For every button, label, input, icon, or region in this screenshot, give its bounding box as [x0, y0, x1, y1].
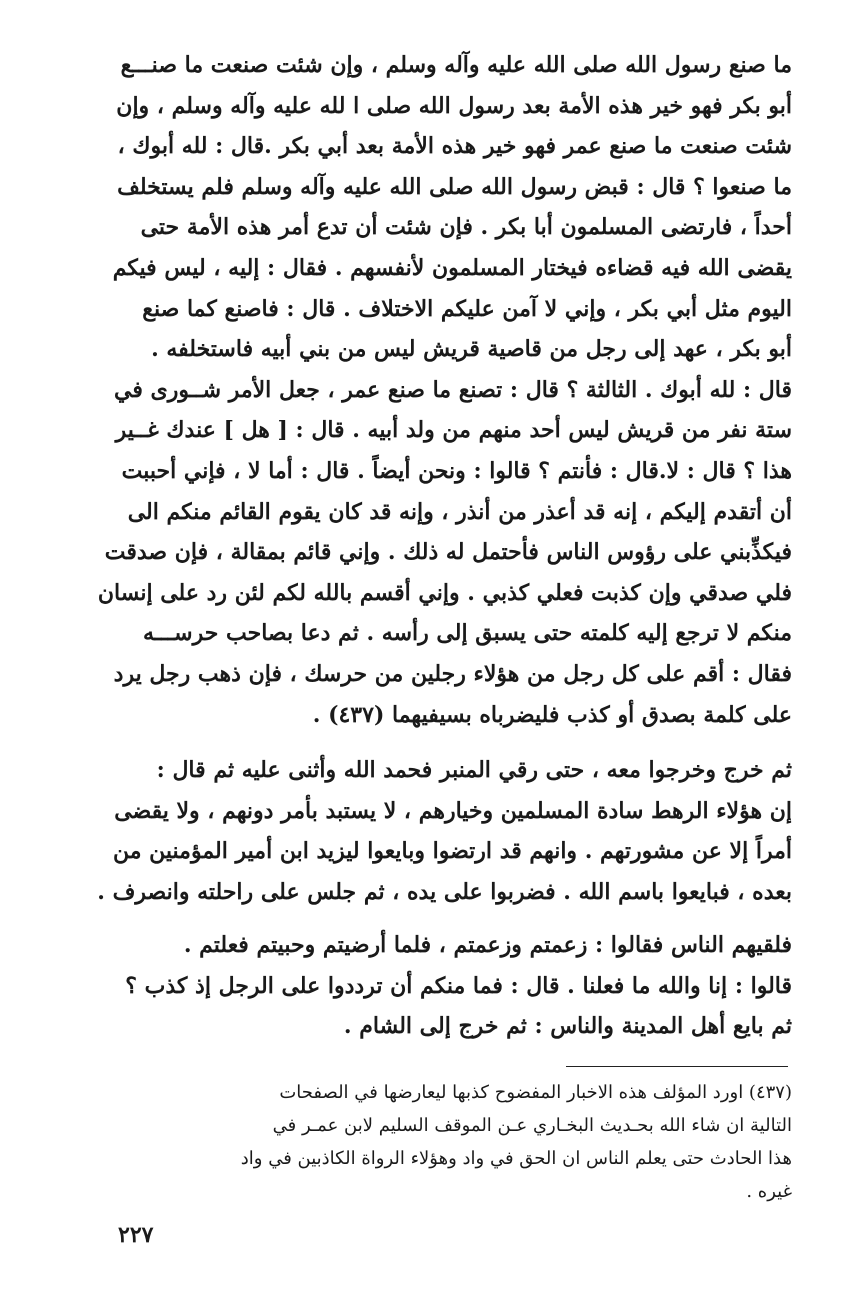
footnote-line: (٤٣٧) اورد المؤلف هذه الاخبار المفضوح كذبها ليعارضها في الصفحات — [279, 1082, 792, 1103]
footnote-divider — [566, 1066, 788, 1067]
footnote — [64, 1076, 792, 1208]
text-line: أحداً ، فارتضى المسلمون أبا بكر . فإن شئت أن تدع أمر هذه الأمة حتى — [140, 214, 792, 241]
text-line: فقال : أقم على كل رجل من هؤلاء رجلين من حرسك ، فإن ذهب رجل يرد — [113, 660, 792, 687]
paragraph-1 — [64, 45, 792, 735]
text-line: ستة نفر من قريش ليس أحد منهم من ولد أبيه . قال : [ هل ] عندك غــير — [115, 417, 792, 444]
text-line: ما صنع رسول الله صلى الله عليه وآله وسلم ، وإن شئت صنعت ما صنـــع — [120, 52, 792, 78]
text-line: فلي صدقي وإن كذبت فعلي كذبي . وإني أقسم بالله لكم لئن رد على إنسان — [97, 579, 792, 606]
text-line: أبو بكر فهو خير هذه الأمة بعد رسول الله صلى ا لله عليه وآله وسلم ، وإن — [116, 92, 792, 119]
text-line: إن هؤلاء الرهط سادة المسلمين وخيارهم ، لا يستبد بأمر دونهم ، ولا يقضى — [114, 797, 792, 824]
text-line: اليوم مثل أبي بكر ، وإني لا آمن عليكم الاختلاف . قال : فاصنع كما صنع — [142, 295, 792, 322]
text-line: قال : لله أبوك . الثالثة ؟ قال : تصنع ما صنع عمر ، جعل الأمر شــورى في — [114, 376, 792, 403]
text-line: أن أتقدم إليكم ، إنه قد أعذر من أنذر ، وإنه قد كان يقوم القائم منكم الى — [127, 498, 792, 525]
paragraph-2 — [64, 750, 792, 912]
text-line: فيكذِّبني على رؤوس الناس فأحتمل له ذلك . وإني قائم بمقالة ، فإن صدقت — [104, 539, 792, 566]
text-line: شئت صنعت ما صنع عمر فهو خير هذه الأمة بعد أبي بكر .قال : لله أبوك ، — [117, 133, 792, 160]
text-line: هذا ؟ قال : لا.قال : فأنتم ؟ قالوا : ونحن أيضاً . قال : أما لا ، فإني أحببت — [121, 457, 792, 484]
footnote-line: هذا الحادث حتى يعلم الناس ان الحق في واد وهؤلاء الرواة الكاذبين في واد — [240, 1148, 792, 1169]
text-line: قالوا : إنا والله ما فعلنا . قال : فما منكم أن ترددوا على الرجل إذ كذب ؟ — [125, 972, 792, 999]
text-line: ثم خرج وخرجوا معه ، حتى رقي المنبر فحمد الله وأثنى عليه ثم قال : — [156, 757, 792, 783]
page-number: ٢٢٧ — [118, 1222, 154, 1248]
text-line: يقضى الله فيه قضاءه فيختار المسلمون لأنفسهم . فقال : إليه ، ليس فيكم — [112, 254, 792, 281]
text-line: ما صنعوا ؟ قال : قبض رسول الله صلى الله عليه وآله وسلم فلم يستخلف — [117, 173, 792, 200]
footnote-line: غيره . — [746, 1181, 792, 1202]
footnote-line: التالية ان شاء الله بحـديث البخـاري عـن الموقف السليم لابن عمـر في — [272, 1115, 792, 1136]
text-line: على كلمة بصدق أو كذب فليضرباه بسيفيهما (٤٣٧) . — [312, 701, 792, 728]
text-line: منكم لا ترجع إليه كلمته حتى يسبق إلى رأسه . ثم دعا بصاحب حرســـه — [143, 620, 792, 647]
text-line: فلقيهم الناس فقالوا : زعمتم وزعمتم ، فلما أرضيتم وحبيتم فعلتم . — [183, 932, 792, 958]
paragraph-3 — [64, 925, 792, 1047]
text-line: بعده ، فبايعوا باسم الله . فضربوا على يده ، ثم جلس على راحلته وانصرف . — [97, 878, 792, 905]
text-line: أبو بكر ، عهد إلى رجل من قاصية قريش ليس من بني أبيه فاستخلفه . — [151, 336, 792, 363]
text-line: ثم بايع أهل المدينة والناس : ثم خرج إلى الشام . — [343, 1013, 792, 1040]
text-line: أمراً إلا عن مشورتهم . وانهم قد ارتضوا وبايعوا ليزيد ابن أمير المؤمنين من — [112, 838, 792, 865]
